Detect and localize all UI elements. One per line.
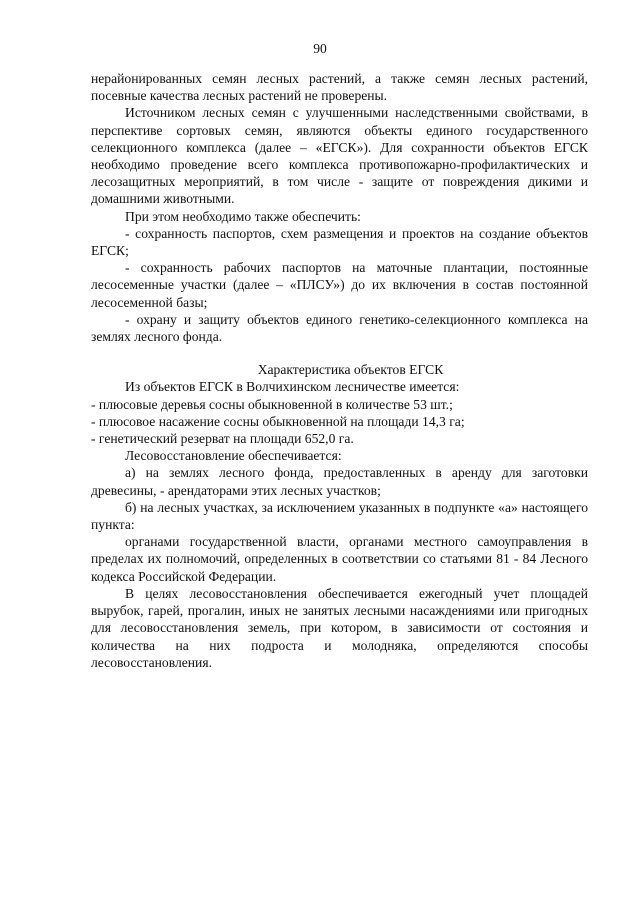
egsk-list-item: - генетический резерват на площади 652,0 га.: [91, 431, 354, 447]
reforestation-item-b: б) на лесных участках, за исключением указанных в подпункте «а» настоящего пункта:: [91, 499, 588, 533]
section-intro: Из объектов ЕГСК в Волчихинском лесничестве имеется:: [125, 379, 460, 395]
reforestation-accounting: В целях лесовосстановления обеспечивается ежегодный учет площадей вырубок, гарей, прогалин, иных не занятых лесными насаждениями или пригодных для лесовосстановления земель, при котором, в зависимости от состояния и количества на них подроста и молодняка, определяются способы лесовосстановления.: [91, 585, 588, 670]
requirement-item: - сохранность паспортов, схем размещения и проектов на создание объектов ЕГСК;: [91, 225, 588, 259]
reforestation-intro: Лесовосстановление обеспечивается:: [125, 448, 342, 464]
paragraph-requirements-intro: При этом необходимо также обеспечить:: [125, 208, 361, 224]
section-heading: Характеристика объектов ЕГСК: [257, 362, 444, 378]
egsk-list-item: - плюсовое насажение сосны обыкновенной на площади 14,3 га;: [91, 413, 465, 429]
requirement-item: - охрану и защиту объектов единого генетико-селекционного комплекса на землях лесного фонда.: [91, 311, 588, 345]
reforestation-authorities: органами государственной власти, органами местного самоуправления в пределах их полномочий, определенных в соответствии со статьями 81 - 84 Лесного кодекса Российской Федерации.: [91, 534, 588, 584]
document-body: [91, 70, 588, 671]
paragraph-seed-quality: нерайонированных семян лесных растений, а также семян лесных растений, посевные качества лесных растений не проверены.: [91, 71, 588, 104]
egsk-list-item: - плюсовые деревья сосны обыкновенной в количестве 53 шт.;: [91, 396, 453, 412]
paragraph-egsk-source: Источником лесных семян с улучшенными наследственными свойствами, в перспективе сортовых семян, являются объекты единого государственного селекционного комплекса (далее – «ЕГСК»). Для сохранности объектов ЕГСК необходимо проведение всего комплекса противопожарно-профилактических и лесозащитных мероприятий, в том числе - защите от повреждения дикими и домашними животными.: [91, 105, 588, 207]
requirement-item: - сохранность рабочих паспортов на маточные плантации, постоянные лесосеменные участки (далее – «ПЛСУ») до их включения в состав постоянной лесосеменной базы;: [91, 260, 588, 310]
reforestation-item-a: а) на землях лесного фонда, предоставленных в аренду для заготовки древесины, - арендаторами этих лесных участков;: [91, 465, 588, 498]
page-number: 90: [313, 41, 327, 56]
